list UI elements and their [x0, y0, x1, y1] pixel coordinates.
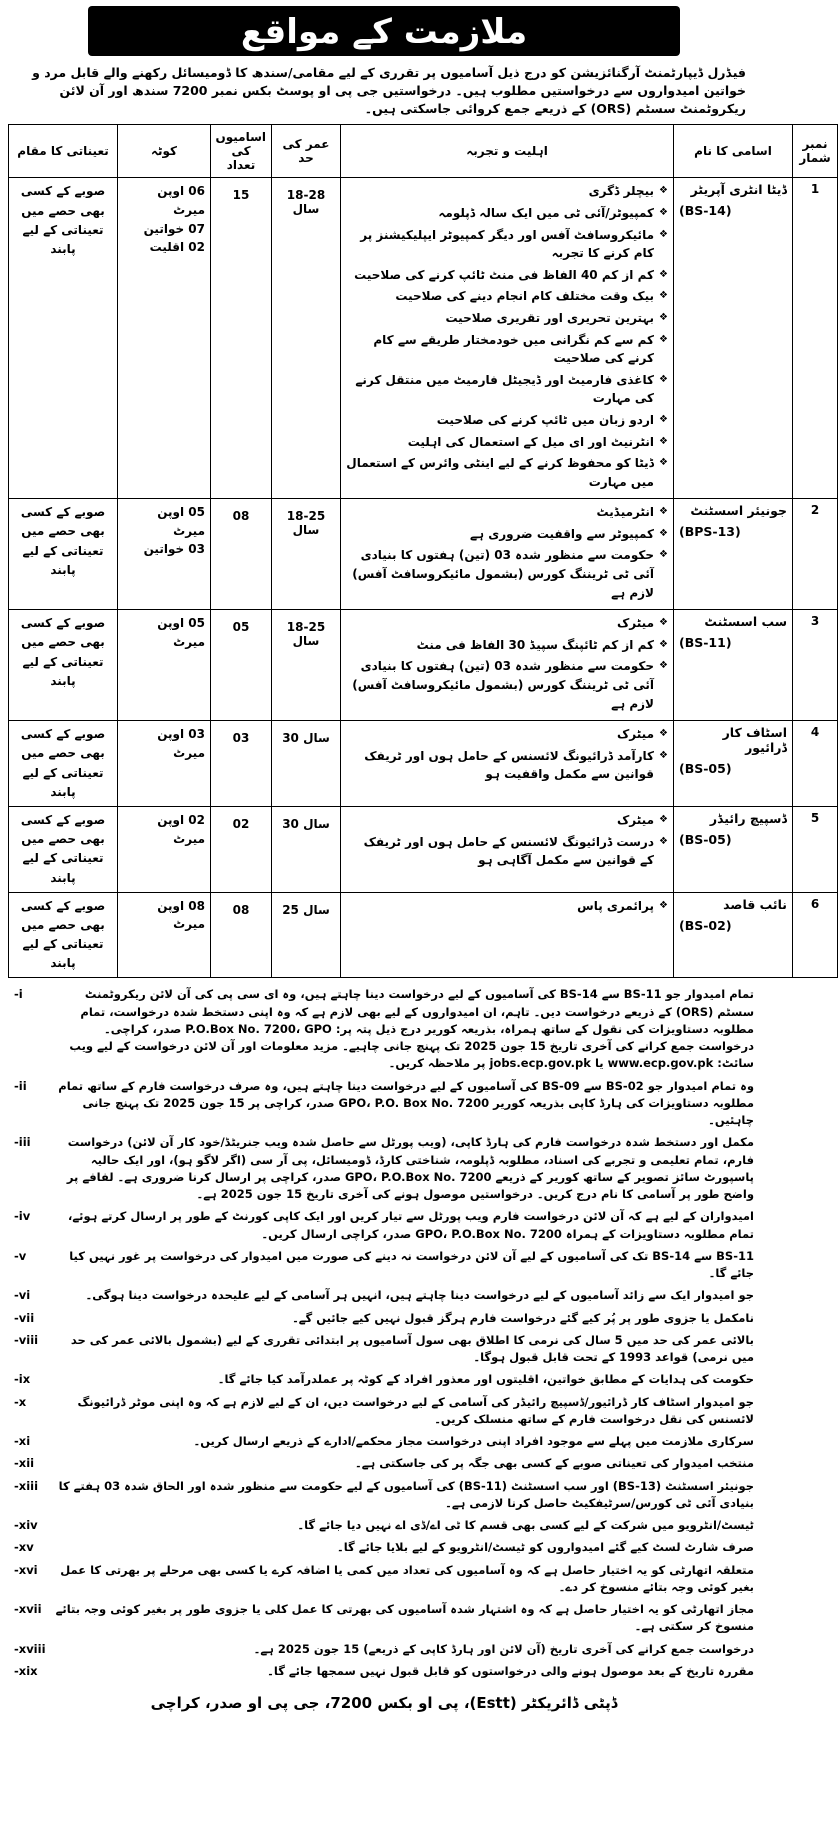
cell-count — [211, 610, 272, 721]
cell-qualification — [341, 610, 674, 721]
note-item — [8, 1134, 760, 1203]
qualification-item: ❖ کمپیوٹر سے واقفیت ضروری ہے — [346, 525, 668, 544]
posting-place: صوبے کے کسی بھی حصے میں تعیناتی کے لیے پابند — [20, 184, 106, 256]
header-no: نمبر شمار — [793, 125, 838, 178]
cell-post — [674, 721, 793, 807]
note-text: مقررہ تاریخ کے بعد موصول ہونے والی درخواستوں کو قابل قبول نہیں سمجھا جائے گا۔ — [267, 1663, 754, 1678]
qualification-list — [346, 725, 668, 784]
cell-no — [793, 806, 838, 892]
note-number: -iii — [14, 1135, 31, 1150]
qualification-item: ❖ کم از کم ٹائپنگ سپیڈ 30 الفاظ فی منٹ — [346, 636, 668, 655]
table-row — [9, 178, 838, 499]
row-number: 4 — [810, 725, 820, 740]
cell-qualification — [341, 892, 674, 978]
note-item — [8, 1663, 760, 1680]
cell-count — [211, 499, 272, 610]
note-item — [8, 1310, 760, 1327]
note-text: ٹیسٹ/انٹرویو میں شرکت کے لیے کسی بھی قسم کا ٹی اے/ڈی اے نہیں دیا جائے گا۔ — [297, 1518, 754, 1533]
note-text: مکمل اور دستخط شدہ درخواست فارم کی ہارڈ کاپی، (ویب پورٹل سے حاصل شدہ ویب جنریٹڈ/خود کار آن لائن) درخواست فارم، تمام تعلیمی و تجربے کی اسناد، مطلوبہ ڈپلومہ، شناختی کارڈ، ڈومیسائل، پی آر سی (اگر لاگو ہو)، اور ایک حالیہ پاسپورٹ سائز تصویر کے ساتھ کوریر کے ذریعے GPO، P.O.Box No. 7200 صدر، کراچی پر ارسال کرنا ضروری ہے۔ لفافے پر واضح طور پر آسامی کا نام درج کریں۔ درخواستیں موصول ہونے کی آخری تاریخ 15 جون 2025 ہے۔ — [66, 1135, 754, 1202]
note-text: درخواست جمع کرانے کی آخری تاریخ (آن لائن اور ہارڈ کاپی کے ذریعے) 15 جون 2025 ہے۔ — [253, 1641, 754, 1656]
cell-post — [674, 806, 793, 892]
header-qualification: اہلیت و تجربہ — [341, 125, 674, 178]
note-number: -viii — [14, 1332, 39, 1347]
cell-age — [272, 499, 341, 610]
age-limit — [277, 903, 335, 917]
jobs-table — [8, 124, 838, 978]
note-item — [8, 1641, 760, 1658]
post-name: ڈسپیچ رائیڈر — [709, 810, 787, 826]
qualification-item: ❖ حکومت سے منظور شدہ 03 (تین) ہفتوں کا بنیادی آئی ٹی ٹریننگ کورس (بشمول مائیکروسافٹ آفس) لازم ہے — [346, 657, 668, 713]
note-item — [8, 1394, 760, 1429]
table-row — [9, 806, 838, 892]
table-row — [9, 892, 838, 978]
posting-place: صوبے کے کسی بھی حصے میں تعیناتی کے لیے پابند — [20, 812, 106, 885]
note-text: وہ تمام امیدوار جو BS-02 سے BS-09 کی آسامیوں کے لیے درخواست دینا چاہتے ہیں، وہ صرف درخواست فارم کے ساتھ تمام مطلوبہ دستاویزات کی ہارڈ کاپی بذریعہ کوریر GPO، P.O. Box No. 7200 صدر، کراچی پر 15 جون 2025 تک پہنچ جانی چاہئیں۔ — [58, 1078, 754, 1128]
post-scale: (BS-05) — [679, 761, 732, 777]
quota-line: 02 اوپن میرٹ — [157, 812, 205, 846]
age-value: 18-25 — [286, 509, 326, 524]
row-number: 1 — [810, 182, 820, 197]
cell-count — [211, 806, 272, 892]
table-row — [9, 610, 838, 721]
post-name: جونیئر اسسٹنٹ — [690, 503, 787, 519]
jobs-table-body — [9, 178, 838, 978]
post-count: 02 — [232, 816, 250, 831]
post-scale: (BS-02) — [679, 917, 732, 933]
qualification-list — [346, 897, 668, 916]
quota-line: 03 خواتین — [143, 542, 205, 557]
note-item — [8, 986, 760, 1072]
cell-quota — [118, 892, 211, 978]
quota-line: 03 اوپن میرٹ — [157, 727, 205, 760]
note-number: -xvii — [14, 1602, 42, 1617]
page-title: ملازمت کے مواقع — [88, 6, 680, 56]
posting-place: صوبے کے کسی بھی حصے میں تعیناتی کے لیے پابند — [20, 727, 106, 799]
cell-place — [9, 721, 118, 807]
note-item — [8, 1078, 760, 1130]
qualification-item: ❖ بیک وقت مختلف کام انجام دینے کی صلاحیت — [346, 287, 668, 306]
post-count: 08 — [232, 509, 250, 524]
note-number: -x — [14, 1394, 27, 1409]
note-text: جو امیدوار ایک سے زائد آسامیوں کے لیے درخواست دینا چاہتے ہیں، انہیں ہر آسامی کے لیے علیحدہ درخواست دینا ہوگی۔ — [85, 1288, 754, 1303]
note-text: صرف شارٹ لسٹ کیے گئے امیدواروں کو ٹیسٹ/انٹرویو کے لیے بلایا جائے گا۔ — [336, 1540, 754, 1555]
quota-line: 07 خواتین — [143, 221, 205, 236]
note-text: متعلقہ اتھارٹی کو یہ اختیار حاصل ہے کہ وہ آسامیوں کی تعداد میں کمی یا اضافہ کرے یا کسی بھی مرحلے پر بھرتی کا عمل بغیر کوئی وجہ بتائے منسوخ کر دے۔ — [60, 1562, 754, 1594]
age-unit: سال — [292, 523, 320, 538]
notes-list — [8, 986, 760, 1680]
posting-place: صوبے کے کسی بھی حصے میں تعیناتی کے لیے پابند — [20, 505, 106, 577]
post-name: نائب قاصد — [723, 896, 787, 912]
cell-count — [211, 178, 272, 499]
qualification-item: ❖ میٹرک — [346, 725, 668, 744]
table-row — [9, 721, 838, 807]
cell-quota — [118, 499, 211, 610]
header-place: تعیناتی کا مقام — [9, 125, 118, 178]
age-value: 18-28 — [286, 188, 326, 203]
qualification-list — [346, 614, 668, 713]
post-count: 05 — [232, 620, 250, 635]
note-text: امیدواران کے لیے ہے کہ آن لائن درخواست فارم ویب پورٹل سے تیار کریں اور ایک کاپی کورنٹ کے طور پر ارسال کرتے ہوئے، تمام مطلوبہ دستاویزات کے ہمراہ GPO، P.O.Box No. 7200 صدر، کراچی ارسال کریں۔ — [68, 1209, 754, 1241]
note-number: -iv — [14, 1209, 31, 1224]
note-text: حکومت کی ہدایات کے مطابق خواتین، اقلیتوں اور معذور افراد کے کوٹہ پر عملدرآمد کیا جائے گا۔ — [217, 1372, 754, 1387]
qualification-item: ❖ میٹرک — [346, 811, 668, 830]
cell-age — [272, 610, 341, 721]
qualification-item: ❖ انٹرنیٹ اور ای میل کے استعمال کی اہلیت — [346, 433, 668, 452]
cell-post — [674, 610, 793, 721]
note-number: -xii — [14, 1456, 35, 1471]
age-limit — [277, 731, 335, 745]
post-scale: (BPS-13) — [679, 524, 741, 540]
qualification-item: ❖ بیچلر ڈگری — [346, 182, 668, 201]
qualification-item: ❖ اردو زبان میں ٹائپ کرنے کی صلاحیت — [346, 411, 668, 430]
age-limit — [277, 509, 335, 537]
note-item — [8, 1478, 760, 1513]
post-scale: (BS-05) — [679, 831, 732, 847]
quota-line: 06 اوپن میرٹ — [157, 184, 205, 217]
quota-line: 05 اوپن میرٹ — [157, 616, 205, 649]
age-value: 25 سال — [282, 902, 330, 917]
post-count: 15 — [232, 188, 250, 203]
qualification-item: ❖ ڈیٹا کو محفوظ کرنے کے لیے اینٹی وائرس کے استعمال میں مہارت — [346, 454, 668, 491]
cell-quota — [118, 806, 211, 892]
cell-quota — [118, 610, 211, 721]
age-limit — [277, 817, 335, 831]
cell-post — [674, 499, 793, 610]
qualification-item: ❖ انٹرمیڈیٹ — [346, 503, 668, 522]
table-header-row — [9, 125, 838, 178]
age-value: 30 سال — [282, 731, 330, 746]
cell-age — [272, 721, 341, 807]
note-item — [8, 1562, 760, 1597]
header-quota: کوٹہ — [118, 125, 211, 178]
qualification-item: ❖ بہترین تحریری اور تقریری صلاحیت — [346, 309, 668, 328]
cell-post — [674, 892, 793, 978]
footer-signature: ڈپٹی ڈائریکٹر (Estt)، پی او بکس 7200، جی پی او صدر، کراچی — [150, 1694, 618, 1713]
age-unit: سال — [292, 634, 320, 649]
note-item — [8, 1539, 760, 1556]
qualification-item: ❖ درست ڈرائیونگ لائسنس کے حامل ہوں اور ٹریفک کے قوانین سے مکمل آگاہی ہو — [346, 833, 668, 870]
note-text: بالائی عمر کی حد میں 5 سال کی نرمی کا اطلاق بھی سول آسامیوں پر ابتدائی تقرری کے لیے (بشمول بالائی عمر کی حد میں نرمی) قواعد 1993 کے تحت قابل قبول ہوگا۔ — [70, 1332, 754, 1365]
note-number: -v — [14, 1248, 27, 1263]
qualification-item: ❖ کارآمد ڈرائیونگ لائسنس کے حامل ہوں اور ٹریفک قوانین سے مکمل واقفیت ہو — [346, 747, 668, 784]
post-name: ڈیٹا انٹری آپریٹر — [690, 182, 787, 198]
note-item — [8, 1371, 760, 1388]
cell-count — [211, 721, 272, 807]
note-number: -xiii — [14, 1478, 39, 1493]
cell-place — [9, 610, 118, 721]
note-item — [8, 1601, 760, 1636]
note-item — [8, 1287, 760, 1304]
note-text: نامکمل یا جزوی طور پر پُر کیے گئے درخواست فارم ہرگز قبول نہیں کیے جائیں گے۔ — [292, 1310, 754, 1325]
qualification-item: ❖ کم از کم 40 الفاظ فی منٹ ٹائپ کرنے کی صلاحیت — [346, 266, 668, 285]
cell-no — [793, 499, 838, 610]
qualification-item: ❖ کم سے کم نگرانی میں خودمختار طریقے سے کام کرنے کی صلاحیت — [346, 331, 668, 368]
qualification-item: ❖ میٹرک — [346, 614, 668, 633]
note-text: جونیئر اسسٹنٹ (BS-13) اور سب اسسٹنٹ (BS-11) کی آسامیوں کے لیے حکومت سے منظور شدہ اور الحاق شدہ 03 ہفتے کا بنیادی آئی ٹی کورس/سرٹیفکیٹ حاصل کرنا لازمی ہے۔ — [58, 1478, 754, 1510]
header-count: اسامیوں کی تعداد — [211, 125, 272, 178]
note-number: -i — [14, 987, 23, 1002]
age-limit — [277, 188, 335, 216]
note-number: -xviii — [14, 1641, 46, 1656]
row-number: 6 — [810, 896, 820, 911]
note-number: -xiv — [14, 1518, 38, 1533]
note-number: -ii — [14, 1078, 27, 1093]
cell-post — [674, 178, 793, 499]
qualification-item: ❖ پرائمری پاس — [346, 897, 668, 916]
cell-qualification — [341, 178, 674, 499]
qualification-item: ❖ حکومت سے منظور شدہ 03 (تین) ہفتوں کا بنیادی آئی ٹی ٹریننگ کورس (بشمول مائیکروسافٹ آفس) لازم ہے — [346, 546, 668, 602]
note-text: سرکاری ملازمت میں پہلے سے موجود افراد اپنی درخواست مجاز محکمے/ادارے کے ذریعے ارسال کریں۔ — [193, 1434, 754, 1449]
note-number: -vi — [14, 1288, 31, 1303]
cell-age — [272, 178, 341, 499]
cell-no — [793, 892, 838, 978]
cell-no — [793, 610, 838, 721]
header-post: اسامی کا نام — [674, 125, 793, 178]
table-row — [9, 499, 838, 610]
cell-quota — [118, 721, 211, 807]
quota-line: 05 اوپن میرٹ — [157, 505, 205, 538]
note-text: تمام امیدوار جو BS-11 سے BS-14 کی آسامیوں کے لیے درخواست دینا چاہتے ہیں، وہ ای سی پی کی آن لائن ریکروٹمنٹ سسٹم (ORS) کے ذریعے درخواست دیں۔ تاہم، ان امیدواروں کے لیے بھی لازم ہے کہ وہ اپنی دستخط شدہ درخواست، تمام مطلوبہ دستاویزات کی نقول کے ساتھ ہمراہ، بذریعہ کوریر درج ذیل پتہ پر: P.O.Box No. 7200، GPO صدر، کراچی۔ درخواست جمع کرانے کی آخری تاریخ 15 جون 2025 تک پہنچ جانی چاہیے۔ مزید معلومات اور آن لائن درخواست کے لیے ویب سائٹ: www.ecp.gov.pk یا jobs.ecp.gov.pk پر ملاحظہ کریں۔ — [69, 987, 754, 1071]
post-scale: (BS-11) — [679, 635, 732, 651]
cell-no — [793, 721, 838, 807]
age-value: 18-25 — [286, 620, 326, 635]
note-item — [8, 1248, 760, 1283]
cell-qualification — [341, 806, 674, 892]
qualification-list — [346, 811, 668, 870]
note-text: BS-11 سے BS-14 تک کی آسامیوں کے لیے آن لائن درخواست نہ دینے کی صورت میں امیدوار کی درخواست پر غور نہیں کیا جائے گا۔ — [69, 1248, 754, 1281]
post-name: سب اسسٹنٹ — [704, 614, 787, 630]
cell-age — [272, 892, 341, 978]
posting-place: صوبے کے کسی بھی حصے میں تعیناتی کے لیے پابند — [20, 898, 106, 971]
quota-line: 08 اوپن میرٹ — [157, 898, 205, 932]
note-number: -ix — [14, 1372, 31, 1387]
note-text: جو امیدوار اسٹاف کار ڈرائیور/ڈسپیچ رائیڈر کی آسامی کے لیے درخواست دیں، ان کے لیے لازم ہے کہ وہ اپنی موٹر ڈرائیونگ لائسنس کی نقل درخواست فارم کے ساتھ منسلک کریں۔ — [77, 1394, 754, 1426]
qualification-item: ❖ کمپیوٹر/آئی ٹی میں ایک سالہ ڈپلومہ — [346, 204, 668, 223]
row-number: 2 — [810, 503, 820, 518]
note-item — [8, 1455, 760, 1472]
cell-qualification — [341, 721, 674, 807]
header-age: عمر کی حد — [272, 125, 341, 178]
quota-line: 02 اقلیت — [149, 240, 205, 255]
cell-place — [9, 806, 118, 892]
note-number: -xv — [14, 1540, 34, 1555]
note-text: منتخب امیدوار کی تعیناتی صوبے کے کسی بھی جگہ پر کی جاسکتی ہے۔ — [355, 1456, 754, 1471]
note-text: مجاز اتھارٹی کو یہ اختیار حاصل ہے کہ وہ اشتہار شدہ آسامیوں کی بھرتی کا عمل کلی یا جزوی طور پر بغیر کوئی وجہ بتائے منسوخ کر سکتی ہے۔ — [55, 1602, 754, 1634]
cell-place — [9, 499, 118, 610]
cell-quota — [118, 178, 211, 499]
note-item — [8, 1332, 760, 1367]
note-number: -xix — [14, 1663, 38, 1678]
cell-place — [9, 178, 118, 499]
qualification-item: ❖ مائیکروسافٹ آفس اور دیگر کمپیوٹر ایپلیکیشنز پر کام کرنے کا تجربہ — [346, 226, 668, 263]
note-item — [8, 1433, 760, 1450]
qualification-list — [346, 503, 668, 602]
note-item — [8, 1208, 760, 1243]
note-number: -xvi — [14, 1562, 38, 1577]
post-name: اسٹاف کار ڈرائیور — [722, 725, 787, 756]
post-scale: (BS-14) — [679, 203, 732, 219]
intro-paragraph: فیڈرل ڈیپارٹمنٹ آرگنائزیشن کو درج ذیل آسامیوں پر تقرری کے لیے مقامی/سندھ کا ڈومیسائل رکھنے والے قابل مرد و خواتین امیدواروں سے درخواستیں مطلوب ہیں۔ درخواستیں جی پی او پوسٹ بکس نمبر 7200 سندھ اور آن لائن ریکروٹمنٹ سسٹم (ORS) کے ذریعے جمع کروائی جاسکتی ہیں۔ — [32, 65, 746, 117]
posting-place: صوبے کے کسی بھی حصے میں تعیناتی کے لیے پابند — [20, 616, 106, 688]
row-number: 5 — [810, 810, 820, 825]
post-count: 08 — [232, 902, 250, 917]
cell-place — [9, 892, 118, 978]
age-value: 30 سال — [282, 816, 330, 831]
cell-count — [211, 892, 272, 978]
post-count: 03 — [232, 731, 250, 746]
qualification-item: ❖ کاغذی فارمیٹ اور ڈیجیٹل فارمیٹ میں منتقل کرنے کی مہارت — [346, 371, 668, 408]
cell-qualification — [341, 499, 674, 610]
cell-age — [272, 806, 341, 892]
age-unit: سال — [292, 202, 320, 217]
qualification-list — [346, 182, 668, 491]
cell-no — [793, 178, 838, 499]
note-number: -vii — [14, 1310, 35, 1325]
note-item — [8, 1517, 760, 1534]
age-limit — [277, 620, 335, 648]
note-number: -xi — [14, 1434, 31, 1449]
row-number: 3 — [810, 614, 820, 629]
